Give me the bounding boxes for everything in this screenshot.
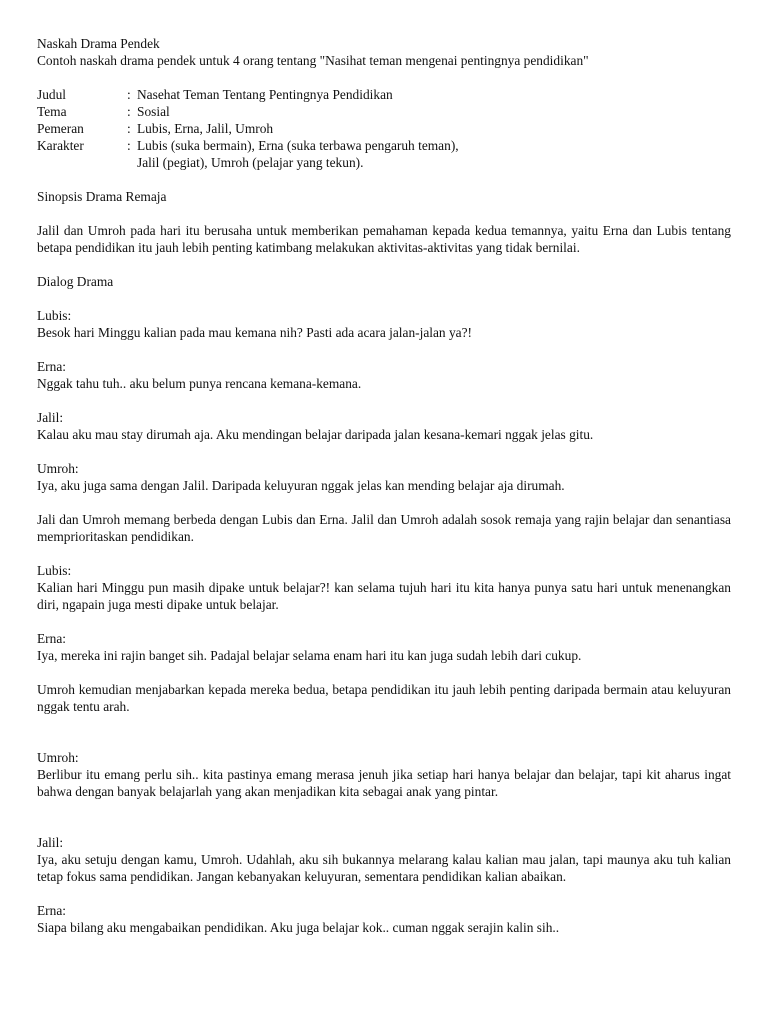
- dialog-line: Iya, aku juga sama dengan Jalil. Daripada keluyuran nggak jelas kan mending belajar aja dirumah.: [37, 478, 565, 493]
- dialog-line: Iya, mereka ini rajin banget sih. Padajal belajar selama enam hari itu kan juga sudah lebih dari cukup.: [37, 648, 582, 663]
- document-subtitle: Contoh naskah drama pendek untuk 4 orang tentang "Nasihat teman mengenai pentingnya pendidikan": [37, 53, 589, 68]
- document-title: Naskah Drama Pendek: [37, 36, 160, 51]
- meta-value-karakter: Lubis (suka bermain), Erna (suka terbawa pengaruh teman),: [137, 138, 459, 153]
- dialog-line: Kalian hari Minggu pun masih dipake untuk belajar?! kan selama tujuh hari itu kita hanya punya satu hari untuk menenangkan diri, ngapain juga mesti dipake untuk belajar.: [37, 580, 731, 612]
- dialog-speaker: Erna:: [37, 903, 66, 918]
- dialog-speaker: Lubis:: [37, 563, 72, 578]
- dialog-speaker: Jalil:: [37, 410, 64, 425]
- dialog-line: Iya, aku setuju dengan kamu, Umroh. Udahlah, aku sih bukannya melarang kalau kalian mau jalan, tapi maunya aku tuh kalian tetap fokus sama pendidikan. Jangan kebanyakan keluyuran, sementara pendidikan kalian abaikan.: [37, 852, 731, 884]
- dialog-speaker: Lubis:: [37, 308, 72, 323]
- dialog-line: Besok hari Minggu kalian pada mau kemana nih? Pasti ada acara jalan-jalan ya?!: [37, 325, 473, 340]
- meta-value-pemeran: Lubis, Erna, Jalil, Umroh: [137, 121, 274, 136]
- synopsis-paragraph: Jalil dan Umroh pada hari itu berusaha untuk memberikan pemahaman kepada kedua temannya, yaitu Erna dan Lubis tentang betapa pendidikan itu jauh lebih penting katimbang melakukan aktivitas-aktivitas yang tidak bernilai.: [37, 223, 731, 255]
- synopsis-heading: Sinopsis Drama Remaja: [37, 189, 167, 204]
- metadata-table: Judul : Nasehat Teman Tentang Pentingnya Pendidikan Tema : Sosial Pemeran : Lubis, Erna, Jalil, Umroh Karakter : Lubis (suka bermain), Erna (suka terbawa pengaruh teman), Jalil (pegiat), Umroh (pelajar yang tekun).: [37, 86, 731, 171]
- dialog-line: Nggak tahu tuh.. aku belum punya rencana kemana-kemana.: [37, 376, 362, 391]
- dialog-speaker: Umroh:: [37, 750, 79, 765]
- dialog-speaker: Umroh:: [37, 461, 79, 476]
- document-page: [37, 35, 731, 936]
- meta-value-tema: Sosial: [137, 104, 170, 119]
- dialog-speaker: Jalil:: [37, 835, 64, 850]
- meta-key-karakter: Karakter: [37, 138, 84, 153]
- dialog-line: Siapa bilang aku mengabaikan pendidikan. Aku juga belajar kok.. cuman nggak serajin kalin sih..: [37, 920, 560, 935]
- dialog-speaker: Erna:: [37, 631, 66, 646]
- meta-key-tema: Tema: [37, 104, 67, 119]
- meta-key-judul: Judul: [37, 87, 67, 102]
- dialog-heading: Dialog Drama: [37, 274, 114, 289]
- dialog-line: Kalau aku mau stay dirumah aja. Aku mendingan belajar daripada jalan kesana-kemari nggak jelas gitu.: [37, 427, 594, 442]
- meta-value-karakter-cont: Jalil (pegiat), Umroh (pelajar yang tekun).: [137, 155, 364, 170]
- narration-paragraph: Umroh kemudian menjabarkan kepada mereka bedua, betapa pendidikan itu jauh lebih penting daripada bermain atau keluyuran nggak tentu arah.: [37, 682, 731, 714]
- meta-key-pemeran: Pemeran: [37, 121, 84, 136]
- dialog-line: Berlibur itu emang perlu sih.. kita pastinya emang merasa jenuh jika setiap hari hanya belajar dan belajar, tapi kit aharus ingat bahwa dengan banyak belajarlah yang akan menjadikan kita sebagai anak yang pintar.: [37, 767, 731, 799]
- dialog-speaker: Erna:: [37, 359, 66, 374]
- meta-value-judul: Nasehat Teman Tentang Pentingnya Pendidikan: [137, 87, 393, 102]
- narration-paragraph: Jali dan Umroh memang berbeda dengan Lubis dan Erna. Jalil dan Umroh adalah sosok remaja yang rajin belajar dan senantiasa memprioritaskan pendidikan.: [37, 512, 731, 544]
